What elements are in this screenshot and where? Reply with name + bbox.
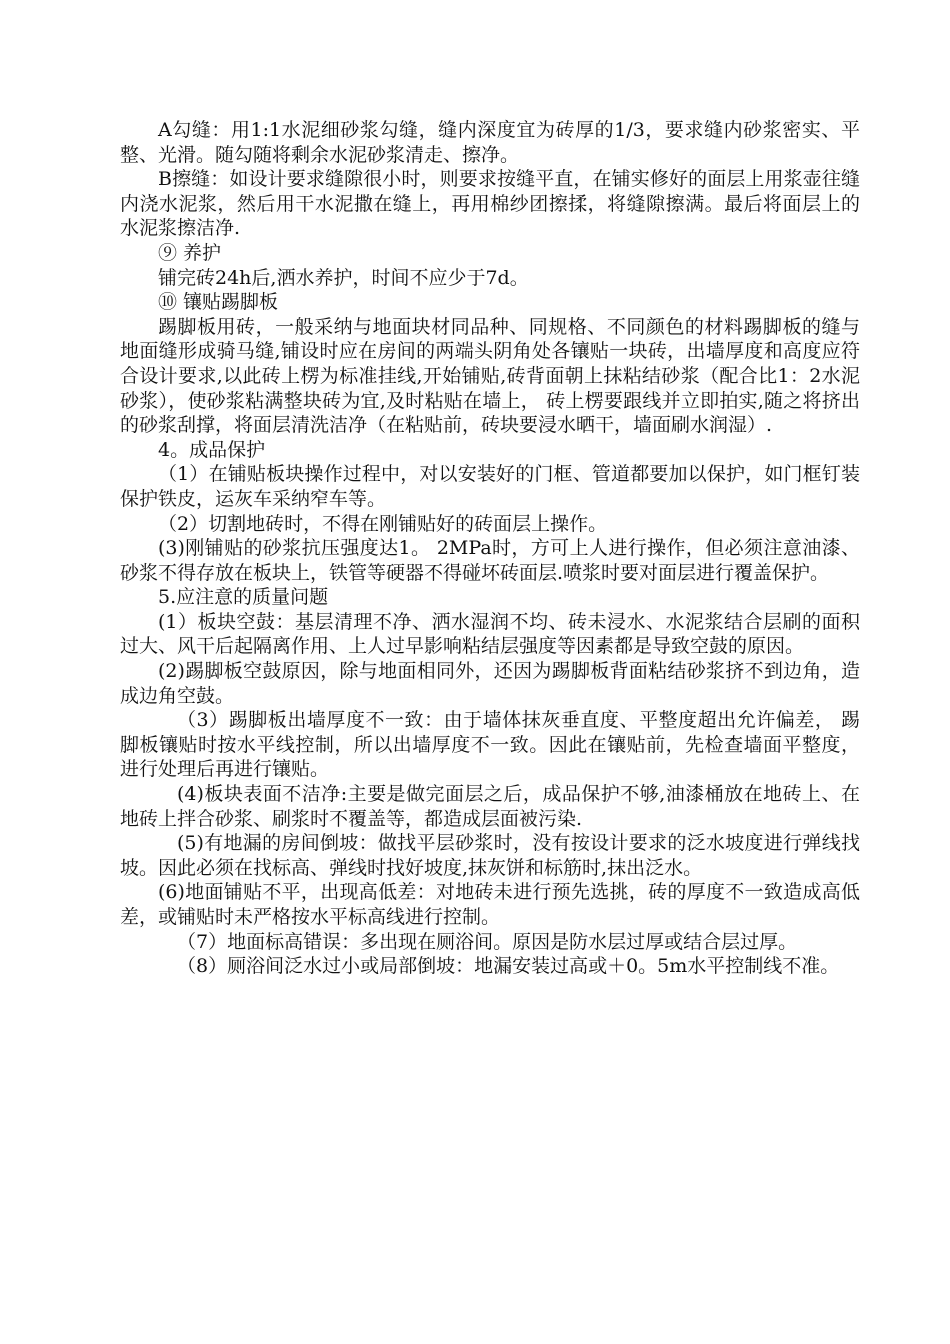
paragraph-quality-6: (6)地面铺贴不平，出现高低差：对地砖未进行预先选挑，砖的厚度不一致造成高低差，或铺贴时未严格按水平标高线进行控制。 [120,881,860,928]
heading-quality-issues: 5.应注意的质量问题 [158,586,329,609]
paragraph-quality-3: （3）踢脚板出墙厚度不一致：由于墙体抹灰垂直度、平整度超出允许偏差， 踢脚板镶贴时按水平线控制，所以出墙厚度不一致。因此在镶贴前，先检查墙面平整度，进行处理后再进行镶贴。 [120,709,860,781]
paragraph-curing: 铺完砖24h后,洒水养护，时间不应少于7d。 [158,266,529,289]
paragraph-quality-8: （8）厕浴间泛水过小或局部倒坡：地漏安装过高或＋0。5m水平控制线不准。 [177,955,840,978]
paragraph-grout-a: A勾缝：用1:1水泥细砂浆勾缝，缝内深度宜为砖厚的1/3，要求缝内砂浆密实、平整、光滑。随勾随将剩余水泥砂浆清走、擦净。 [120,119,860,166]
paragraph-quality-2: (2)踢脚板空鼓原因，除与地面相同外，还因为踢脚板背面粘结砂浆挤不到边角，造成边角空鼓。 [120,660,860,707]
paragraph-quality-1: (1）板块空鼓：基层清理不净、洒水湿润不均、砖未浸水、水泥浆结合层刷的面积过大、风干后起隔离作用、上人过早影响粘结层强度等因素都是导致空鼓的原因。 [120,610,860,658]
paragraph-skirting: 踢脚板用砖，一般采纳与地面块材同品种、同规格、不同颜色的材料踢脚板的缝与地面缝形成骑马缝,铺设时应在房间的两端头阴角处各镶贴一块砖，出墙厚度和高度应符合设计要求,以此砖上楞为标准挂线,开始铺贴,砖背面朝上抹粘结砂浆（配合比1：2水泥砂浆），使砂浆粘满整块砖为宜,及时粘贴在墙上， 砖上楞要跟线并立即拍实,随之将挤出的砂浆刮撑，将面层清洗洁净（在粘贴前，砖块要浸水晒干，墙面刷水润湿）. [120,315,860,437]
paragraph-grout-b: B擦缝：如设计要求缝隙很小时，则要求按缝平直，在铺实修好的面层上用浆壶往缝内浇水泥浆，然后用干水泥撒在缝上，再用棉纱团擦揉，将缝隙擦满。最后将面层上的水泥浆擦洁净. [120,168,860,240]
paragraph-quality-7: （7）地面标高错误：多出现在厕浴间。原因是防水层过厚或结合层过厚。 [177,930,798,953]
heading-curing: ⑨ 养护 [158,241,222,264]
heading-protection: 4。成品保护 [158,438,266,461]
paragraph-protection-3: (3)刚铺贴的砂浆抗压强度达1。 2MPa时，方可上人进行操作，但必须注意油漆、砂浆不得存放在板块上，铁管等硬器不得碰坏砖面层.喷浆时要对面层进行覆盖保护。 [120,537,860,584]
paragraph-quality-5: (5)有地漏的房间倒坡：做找平层砂浆时，没有按设计要求的泛水坡度进行弹线找坡。因此必须在找标高、弹线时找好坡度,抹灰饼和标筋时,抹出泛水。 [120,832,860,879]
heading-skirting: ⑩ 镶贴踢脚板 [158,291,279,314]
paragraph-quality-4: (4)板块表面不洁净:主要是做完面层之后，成品保护不够,油漆桶放在地砖上、在地砖上拌合砂浆、刷浆时不覆盖等，都造成层面被污染. [120,783,860,830]
document-body [120,118,860,979]
paragraph-protection-1: （1）在铺贴板块操作过程中，对以安装好的门框、管道都要加以保护，如门框钉装保护铁皮，运灰车采纳窄车等。 [120,463,860,510]
paragraph-protection-2: （2）切割地砖时，不得在刚铺贴好的砖面层上操作。 [158,512,608,535]
